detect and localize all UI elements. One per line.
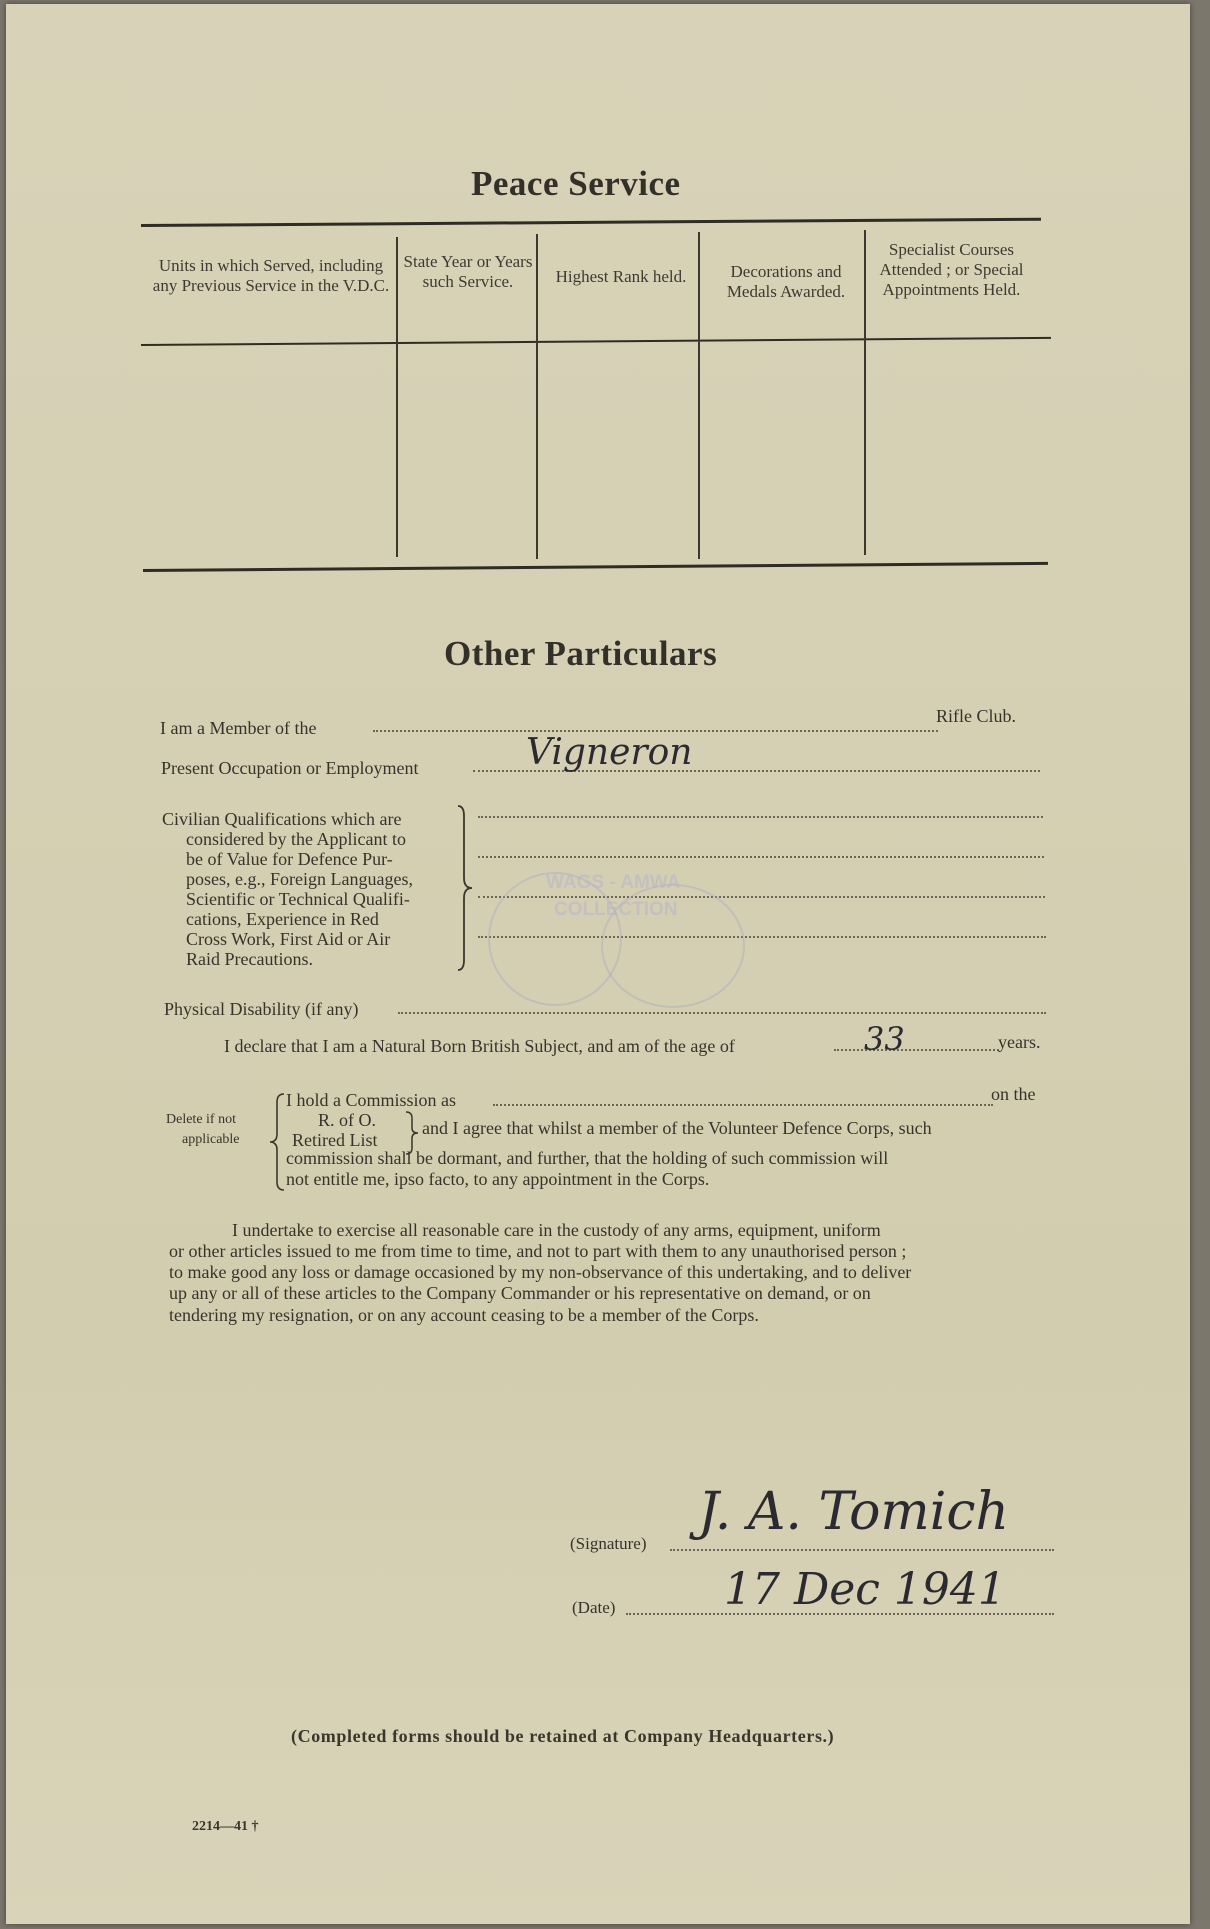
undertake-line: or other articles issued to me from time to time, and not to part with them to any unauthorised person ; (169, 1241, 907, 1261)
civilian-field-2[interactable] (478, 856, 1044, 858)
watermark-text: WAGS - AMWA (546, 872, 681, 893)
civilian-line: be of Value for Defence Pur- (186, 849, 393, 869)
commission-field[interactable] (493, 1104, 993, 1106)
signature-label: (Signature) (570, 1534, 647, 1553)
undertake-line: to make good any loss or damage occasioned by my non-observance of this undertaking, and to deliver (169, 1262, 912, 1282)
civilian-line: considered by the Applicant to (186, 829, 406, 849)
signature-handwriting: J. A. Tomich (698, 1482, 1009, 1542)
form-page (6, 4, 1190, 1924)
commission-line-2: and I agree that whilst a member of the Volunteer Defence Corps, such (422, 1118, 932, 1138)
table-divider (536, 234, 538, 559)
ro-label: R. of O. (318, 1110, 376, 1130)
rifle-club-suffix: Rifle Club. (936, 706, 1016, 726)
civilian-line: Civilian Qualifications which are (162, 809, 402, 829)
civilian-line: Scientific or Technical Qualifi- (186, 889, 410, 909)
commission-line-3: commission shall be dormant, and further, that the holding of such commission will (286, 1148, 889, 1168)
civilian-field-1[interactable] (478, 816, 1043, 818)
date-handwriting: 17 Dec 1941 (724, 1564, 1006, 1615)
civilian-qualifications-label (162, 809, 413, 969)
occupation-handwriting: Vigneron (526, 732, 693, 773)
age-field[interactable] (834, 1049, 999, 1051)
commission-brace (268, 1092, 288, 1192)
footer-note: (Completed forms should be retained at Company Headquarters.) (291, 1726, 835, 1746)
commission-line-4: not entitle me, ipso facto, to any appointment in the Corps. (286, 1169, 710, 1189)
disability-field[interactable] (398, 1012, 1046, 1014)
other-particulars-title: Other Particulars (444, 634, 718, 673)
col-header-specialist: Specialist Courses Attended ; or Special Appointments Held. (879, 240, 1024, 299)
signature-field[interactable] (670, 1549, 1054, 1551)
watermark-text: COLLECTION (554, 899, 678, 920)
delete-note: Delete if not (166, 1112, 236, 1127)
civilian-line: Raid Precautions. (186, 949, 313, 969)
delete-note: applicable (182, 1132, 240, 1147)
table-divider (698, 232, 700, 559)
civilian-line: Cross Work, First Aid or Air (186, 929, 391, 949)
table-divider (396, 237, 398, 557)
col-header-years: State Year or Years such Service. (403, 252, 533, 291)
civilian-line: poses, e.g., Foreign Languages, (186, 869, 413, 889)
commission-line-1: I hold a Commission as (286, 1090, 456, 1110)
date-label: (Date) (572, 1598, 616, 1617)
commission-line-1-end: on the (991, 1084, 1036, 1104)
undertake-line: tendering my resignation, or on any account ceasing to be a member of the Corps. (169, 1305, 759, 1325)
retired-label: Retired List (292, 1130, 378, 1150)
undertake-line: up any or all of these articles to the Company Commander or his representative on demand, or on (169, 1283, 871, 1303)
undertake-line: I undertake to exercise all reasonable care in the custody of any arms, equipment, uniform (232, 1220, 881, 1240)
table-header-rule (141, 337, 1051, 346)
member-label: I am a Member of the (160, 718, 317, 738)
declare-suffix: years. (998, 1032, 1041, 1052)
civilian-line: cations, Experience in Red (186, 909, 379, 929)
age-handwriting: 33 (864, 1020, 905, 1058)
col-header-rank: Highest Rank held. (555, 267, 687, 286)
col-header-units: Units in which Served, including any Previous Service in the V.D.C. (152, 256, 390, 295)
col-header-decorations: Decorations and Medals Awarded. (726, 262, 846, 301)
form-number: 2214—41 † (192, 1819, 259, 1834)
table-bottom-rule (143, 562, 1048, 572)
occupation-label: Present Occupation or Employment (161, 758, 419, 778)
table-top-rule (141, 218, 1041, 227)
peace-service-title: Peace Service (471, 164, 681, 203)
declare-label: I declare that I am a Natural Born British Subject, and am of the age of (224, 1036, 735, 1056)
table-divider (864, 230, 866, 555)
civilian-brace (454, 804, 478, 972)
disability-label: Physical Disability (if any) (164, 999, 359, 1019)
